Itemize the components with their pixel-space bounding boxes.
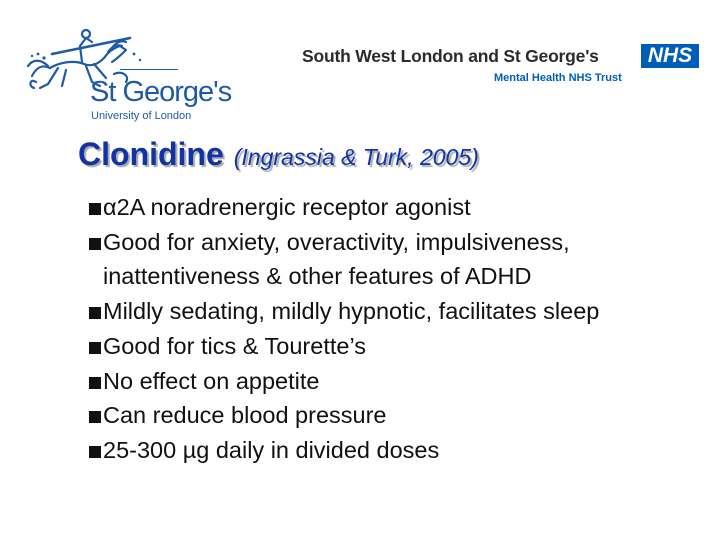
- bullet-item: [88, 364, 708, 399]
- square-bullet-icon: [89, 342, 101, 354]
- bullet-text: No effect on appetite: [103, 367, 320, 394]
- university-subtitle: University of London: [91, 110, 192, 122]
- square-bullet-icon: [89, 411, 101, 423]
- bullet-continuation: [88, 259, 708, 294]
- bullet-text: Mildly sedating, mildly hypnotic, facilitates sleep: [103, 298, 600, 325]
- nhs-badge: NHS: [641, 44, 699, 68]
- square-bullet-icon: [89, 238, 101, 250]
- bullet-item: [88, 398, 708, 433]
- bullet-text: 25-300 µg daily in divided doses: [103, 436, 440, 463]
- bullet-item: [88, 190, 708, 225]
- bullet-text: inattentiveness & other features of ADHD: [103, 263, 532, 290]
- slide-title: [78, 136, 479, 173]
- title-main: Clonidine: [78, 136, 224, 172]
- bullet-item: [88, 225, 708, 260]
- bullet-text: Good for anxiety, overactivity, impulsiveness,: [103, 228, 570, 255]
- square-bullet-icon: [89, 203, 101, 215]
- logo-divider: [120, 69, 178, 70]
- bullet-text: α2A noradrenergic receptor agonist: [103, 194, 471, 220]
- square-bullet-icon: [89, 446, 101, 458]
- trust-subtitle: Mental Health NHS Trust: [494, 72, 622, 84]
- square-bullet-icon: [89, 307, 101, 319]
- university-name: St George's: [90, 76, 232, 108]
- bullet-item: [88, 294, 708, 329]
- bullet-text: Good for tics & Tourette’s: [103, 332, 366, 359]
- st-georges-logo: [22, 24, 232, 124]
- bullet-item: [88, 329, 708, 364]
- square-bullet-icon: [89, 377, 101, 389]
- trust-name: South West London and St George's: [302, 46, 599, 66]
- bullet-list: [88, 190, 708, 468]
- bullet-text: Can reduce blood pressure: [103, 402, 387, 429]
- title-citation: (Ingrassia & Turk, 2005): [233, 144, 479, 170]
- bullet-item: [88, 433, 708, 468]
